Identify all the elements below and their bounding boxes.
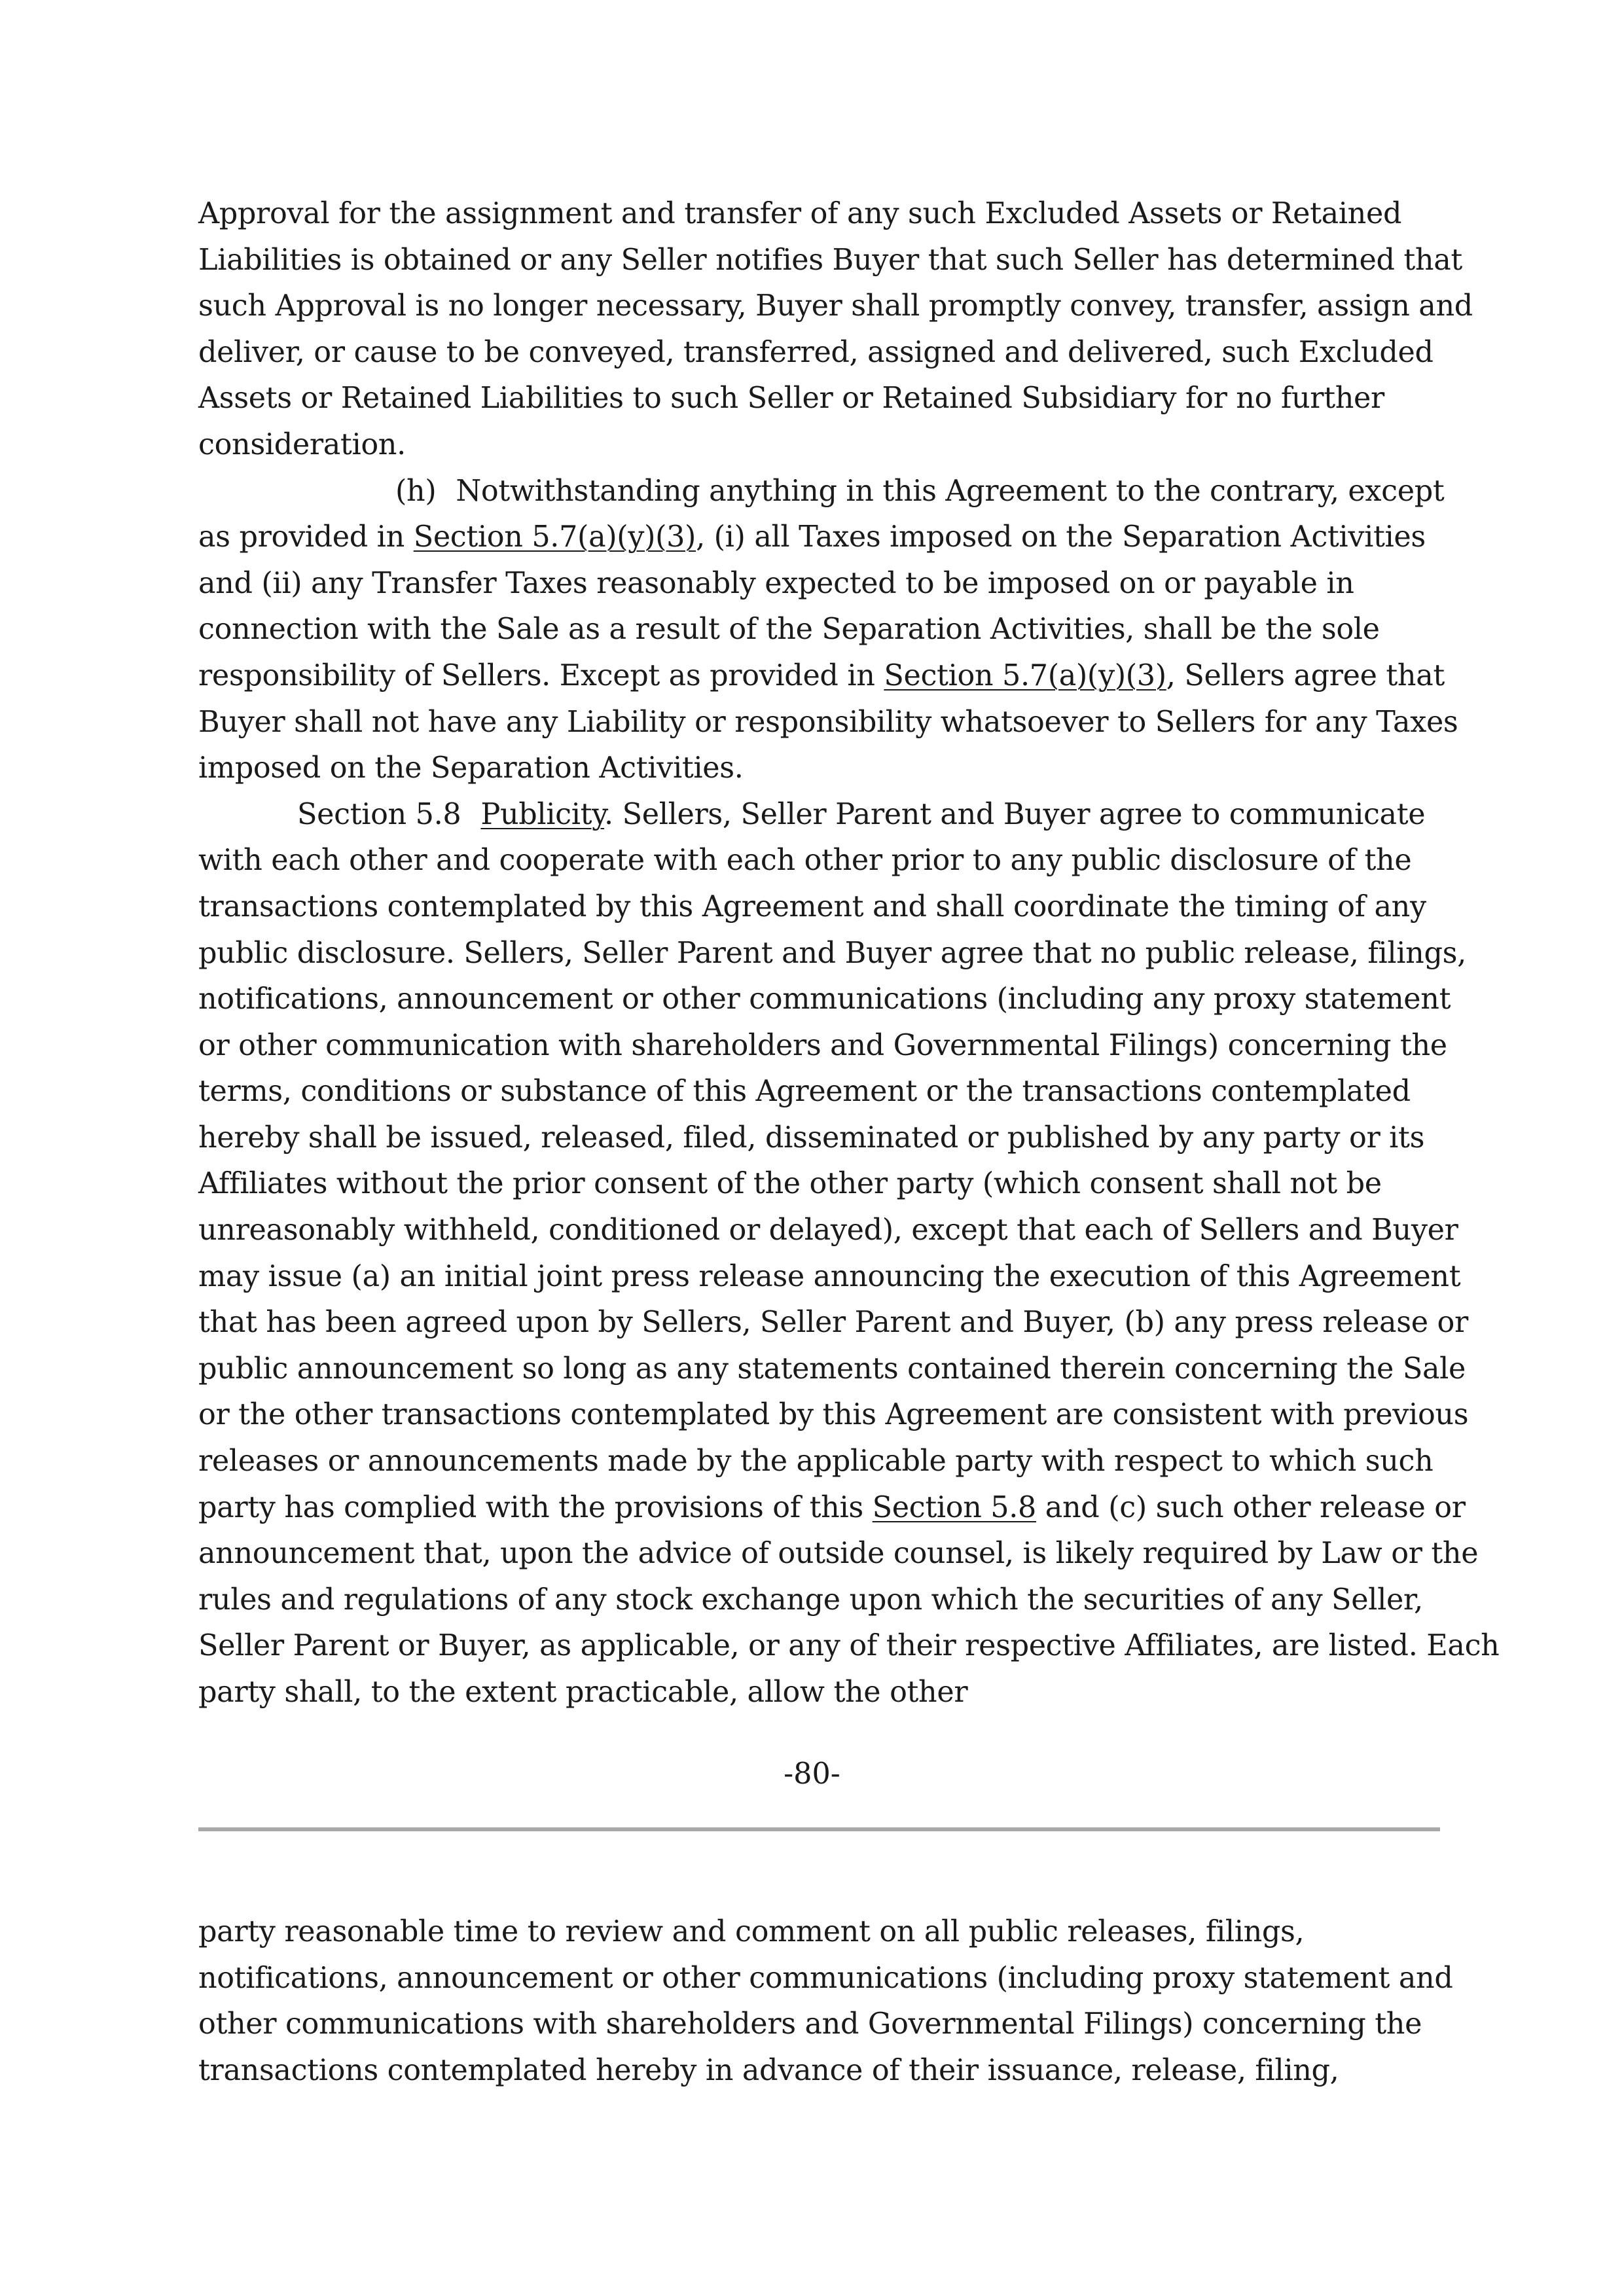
text-line: terms, conditions or substance of this Agreement or the transactions contemplated [198, 1075, 1411, 1109]
text-line: or other communication with shareholders and Governmental Filings) concerning the [198, 1028, 1447, 1062]
text-line: may issue (a) an initial joint press release announcing the execution of this Agreement [198, 1259, 1461, 1293]
text-line: Seller Parent or Buyer, as applicable, or any of their respective Affiliates, are listed. Each [198, 1629, 1500, 1663]
text-line: Section 5.8 Publicity. Sellers, Seller Parent and Buyer agree to communicate [297, 797, 1426, 831]
text-line: transactions contemplated hereby in advance of their issuance, release, filing, [198, 2053, 1339, 2087]
text-line: notifications, announcement or other communications (including proxy statement and [198, 1961, 1453, 1995]
text-line: announcement that, upon the advice of outside counsel, is likely required by Law or the [198, 1537, 1479, 1571]
text-line: imposed on the Separation Activities. [198, 751, 744, 785]
text-line: other communications with shareholders and Governmental Filings) concerning the [198, 2007, 1422, 2041]
paragraph-excluded-assets [198, 191, 1473, 469]
text-line: rules and regulations of any stock exchange upon which the securities of any Seller, [198, 1583, 1423, 1617]
section-5-8-publicity [198, 792, 1500, 1716]
text-line: public disclosure. Sellers, Seller Parent and Buyer agree that no public release, filings, [198, 936, 1466, 970]
text-line: and (ii) any Transfer Taxes reasonably expected to be imposed on or payable in [198, 566, 1354, 600]
text-line: Assets or Retained Liabilities to such Seller or Retained Subsidiary for no further [198, 382, 1384, 416]
page-break-divider [198, 1827, 1440, 1831]
text-line: Approval for the assignment and transfer of any such Excluded Assets or Retained [198, 197, 1402, 230]
text-line: transactions contemplated by this Agreement and shall coordinate the timing of any [198, 889, 1426, 924]
section-reference-link[interactable]: Section 5.7(a)(y)(3) [413, 520, 696, 554]
clause-marker-h: (h) [395, 474, 437, 508]
text-line: consideration. [198, 427, 406, 461]
text-line: responsibility of Sellers. Except as provided in Section 5.7(a)(y)(3), Sellers agree that [198, 658, 1445, 692]
text-line: releases or announcements made by the applicable party with respect to which such [198, 1444, 1434, 1479]
text-line: notifications, announcement or other communications (including any proxy statement [198, 982, 1451, 1016]
text-line: Buyer shall not have any Liability or responsibility whatsoever to Sellers for any Taxes [198, 705, 1458, 739]
text-line: such Approval is no longer necessary, Buyer shall promptly convey, transfer, assign and [198, 289, 1473, 323]
text-line: or the other transactions contemplated by this Agreement are consistent with previous [198, 1398, 1469, 1432]
text-line: public announcement so long as any statements contained therein concerning the Sale [198, 1352, 1466, 1386]
section-reference-link[interactable]: Section 5.7(a)(y)(3) [884, 658, 1166, 692]
text-line: deliver, or cause to be conveyed, transferred, assigned and delivered, such Excluded [198, 335, 1434, 369]
text-line: Liabilities is obtained or any Seller notifies Buyer that such Seller has determined that [198, 243, 1462, 277]
page-80-body [198, 191, 1500, 1716]
text-line: party has complied with the provisions of this Section 5.8 and (c) such other release or [198, 1490, 1466, 1524]
paragraph-h-taxes [198, 469, 1458, 792]
text-line: that has been agreed upon by Sellers, Seller Parent and Buyer, (b) any press release or [198, 1306, 1468, 1340]
text-line: hereby shall be issued, released, filed, disseminated or published by any party or its [198, 1121, 1425, 1155]
text-line: with each other and cooperate with each other prior to any public disclosure of the [198, 844, 1412, 878]
text-line: unreasonably withheld, conditioned or delayed), except that each of Sellers and Buyer [198, 1213, 1458, 1247]
text-line: (h) Notwithstanding anything in this Agreement to the contrary, except [395, 474, 1445, 508]
section-heading: Publicity [480, 797, 605, 831]
text-line: connection with the Sale as a result of the Separation Activities, shall be the sole [198, 613, 1380, 647]
section-reference-link[interactable]: Section 5.8 [872, 1490, 1037, 1524]
text-line: party shall, to the extent practicable, allow the other [198, 1676, 968, 1709]
text-line: Affiliates without the prior consent of the other party (which consent shall not be [198, 1167, 1382, 1201]
page-81-body [198, 1909, 1453, 2094]
text-line: party reasonable time to review and comment on all public releases, filings, [198, 1915, 1305, 1948]
section-number: Section 5.8 [297, 797, 461, 831]
text-line: as provided in Section 5.7(a)(y)(3), (i) all Taxes imposed on the Separation Activities [198, 520, 1426, 554]
page-number: -80- [784, 1757, 840, 1791]
